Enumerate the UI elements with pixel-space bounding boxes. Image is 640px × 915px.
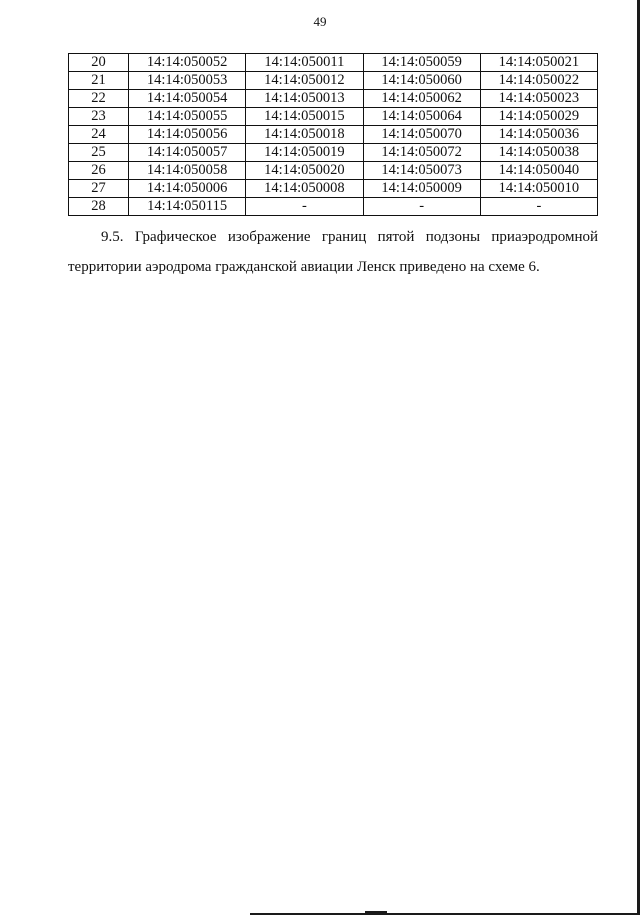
table-cell: 14:14:050062 — [363, 90, 480, 108]
table-cell: 14:14:050036 — [480, 126, 597, 144]
table-cell: 14:14:050057 — [129, 144, 246, 162]
table-cell: 14:14:050115 — [129, 198, 246, 216]
section-paragraph: 9.5. Графическое изображение границ пятой подзоны приаэродромной территории аэродрома гражданской авиации Ленск приведено на схеме 6. — [68, 229, 598, 275]
table-cell: 14:14:050064 — [363, 108, 480, 126]
table-cell: 14:14:050018 — [246, 126, 363, 144]
row-number: 23 — [69, 108, 129, 126]
row-number: 20 — [69, 54, 129, 72]
table-cell: 14:14:050040 — [480, 162, 597, 180]
table-row — [69, 126, 598, 144]
table-cell: 14:14:050021 — [480, 54, 597, 72]
table-cell: 14:14:050060 — [363, 72, 480, 90]
table-row — [69, 90, 598, 108]
table-cell: 14:14:050055 — [129, 108, 246, 126]
table-cell: - — [246, 198, 363, 216]
table-cell: 14:14:050073 — [363, 162, 480, 180]
row-number: 22 — [69, 90, 129, 108]
table-cell: 14:14:050023 — [480, 90, 597, 108]
table-cell: 14:14:050006 — [129, 180, 246, 198]
table-cell: 14:14:050022 — [480, 72, 597, 90]
table-row — [69, 108, 598, 126]
table-cell: 14:14:050029 — [480, 108, 597, 126]
row-number: 24 — [69, 126, 129, 144]
table-cell: 14:14:050052 — [129, 54, 246, 72]
table-cell: 14:14:050058 — [129, 162, 246, 180]
table-cell: 14:14:050054 — [129, 90, 246, 108]
table-cell: 14:14:050015 — [246, 108, 363, 126]
table-cell: 14:14:050019 — [246, 144, 363, 162]
table-row — [69, 54, 598, 72]
table-cell: 14:14:050072 — [363, 144, 480, 162]
table-cell: 14:14:050011 — [246, 54, 363, 72]
table-row — [69, 198, 598, 216]
table-cell: 14:14:050013 — [246, 90, 363, 108]
row-number: 26 — [69, 162, 129, 180]
table-cell: 14:14:050010 — [480, 180, 597, 198]
table-row — [69, 162, 598, 180]
table-cell: 14:14:050053 — [129, 72, 246, 90]
table-cell: 14:14:050038 — [480, 144, 597, 162]
row-number: 21 — [69, 72, 129, 90]
table-cell: 14:14:050056 — [129, 126, 246, 144]
table-cell: - — [480, 198, 597, 216]
table-cell: 14:14:050059 — [363, 54, 480, 72]
table-cell: 14:14:050020 — [246, 162, 363, 180]
table-cell: 14:14:050012 — [246, 72, 363, 90]
table-cell: 14:14:050008 — [246, 180, 363, 198]
table-cell: 14:14:050009 — [363, 180, 480, 198]
scan-mark — [365, 911, 387, 913]
page-number: 49 — [313, 14, 327, 29]
table-row — [69, 144, 598, 162]
cadastral-table — [68, 53, 598, 216]
table-cell: - — [363, 198, 480, 216]
table-row — [69, 72, 598, 90]
table-row — [69, 180, 598, 198]
row-number: 27 — [69, 180, 129, 198]
row-number: 25 — [69, 144, 129, 162]
row-number: 28 — [69, 198, 129, 216]
table-cell: 14:14:050070 — [363, 126, 480, 144]
